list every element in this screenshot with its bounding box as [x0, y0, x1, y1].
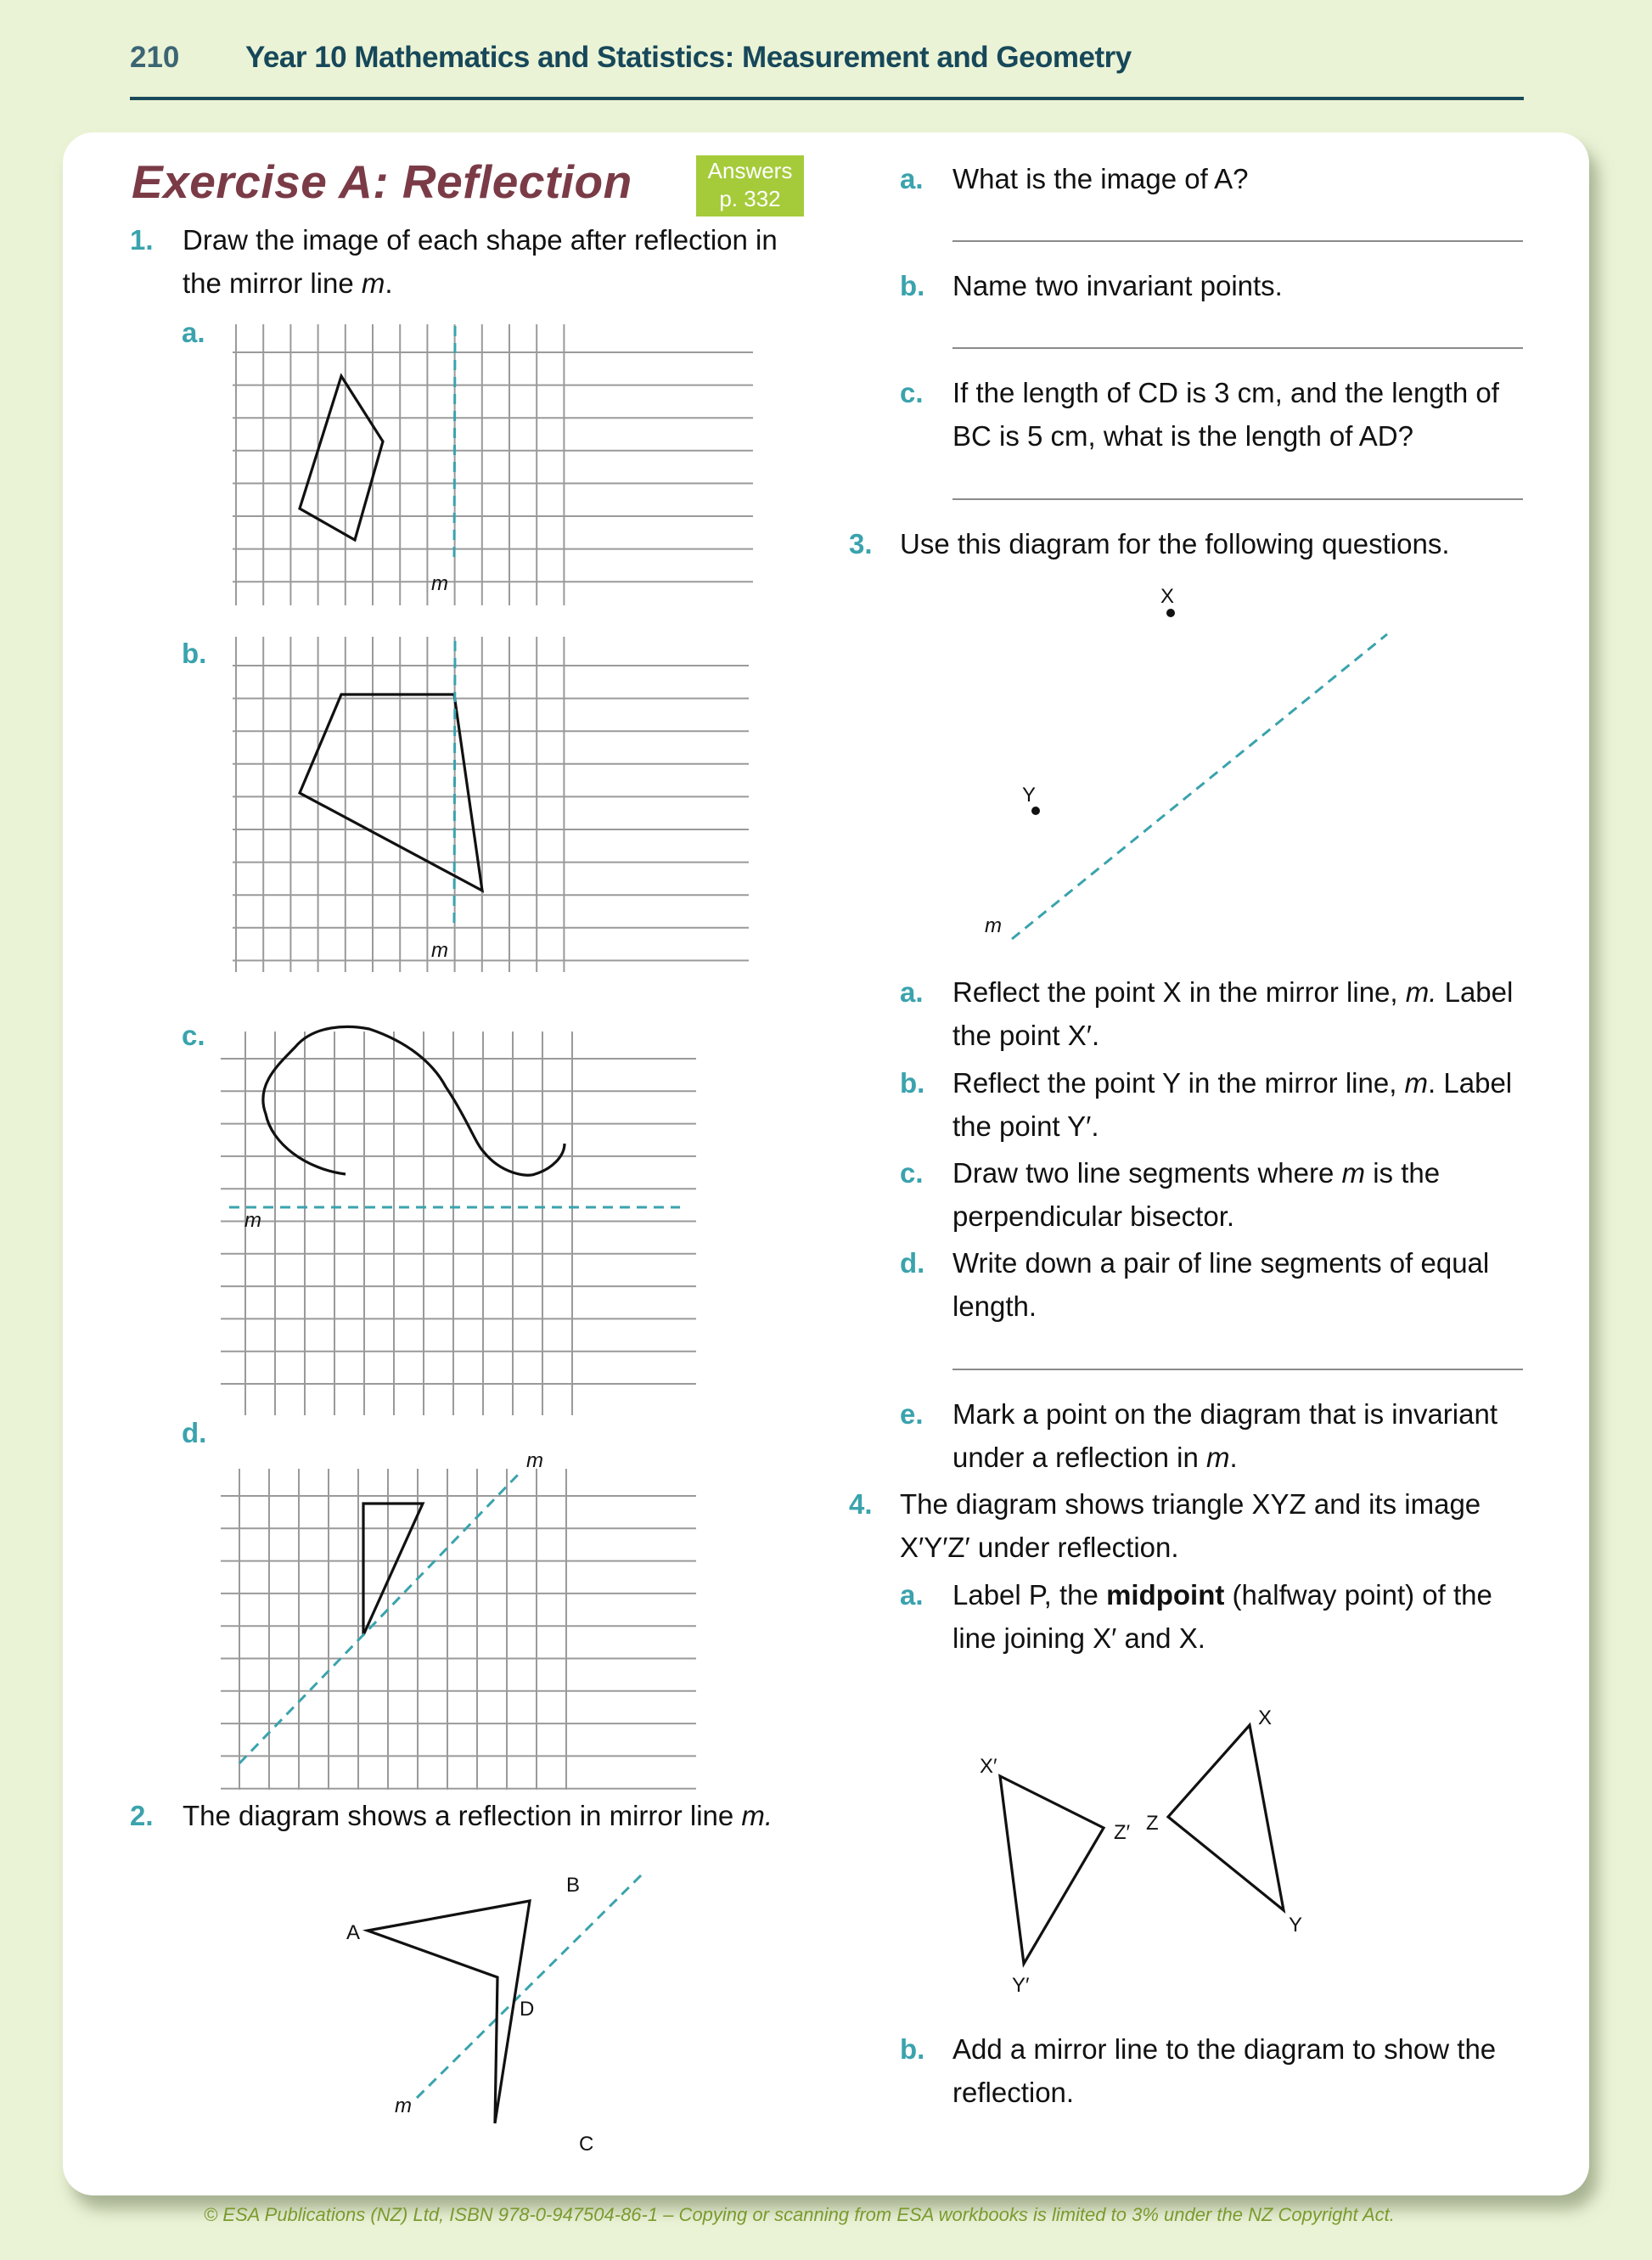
mirror-label: m: [395, 2094, 412, 2117]
part-label: c.: [900, 1157, 924, 1189]
text-fragment: the mirror line: [183, 267, 362, 299]
part-label: a.: [900, 163, 924, 194]
mirror-label: m: [431, 572, 448, 595]
part-label: b.: [182, 638, 207, 669]
grid-diagram-1a[interactable]: [214, 314, 749, 603]
grid-diagram-1b[interactable]: [214, 632, 749, 972]
question-text: The diagram shows triangle XYZ and its image: [900, 1488, 1481, 1520]
point-label-x: X: [1258, 1706, 1273, 1729]
point-label-z: Z: [1146, 1812, 1159, 1835]
text-fragment: Reflect the point X in the mirror line,: [952, 976, 1406, 1008]
part-label: a.: [900, 976, 924, 1008]
text-fragment: is the: [1365, 1157, 1441, 1189]
text-fragment: Reflect the point Y in the mirror line,: [952, 1067, 1405, 1099]
mirror-line: [1012, 634, 1387, 939]
part-text: Name two invariant points.: [952, 270, 1283, 301]
grid-lines: [233, 637, 749, 972]
part-text: line joining X′ and X.: [952, 1622, 1205, 1654]
part-label: e.: [900, 1398, 924, 1430]
part-label: b.: [900, 270, 925, 301]
part-text: perpendicular bisector.: [952, 1200, 1235, 1232]
reflection-diagram-q2[interactable]: [323, 1859, 679, 2182]
question-text: [183, 261, 393, 305]
part-label: c.: [182, 1020, 205, 1051]
mirror-variable: m: [1206, 1442, 1230, 1473]
part-label: b.: [900, 2033, 925, 2065]
mirror-line: [239, 1471, 521, 1763]
text-fragment: Label: [1436, 976, 1514, 1008]
part-label: a.: [900, 1579, 924, 1611]
mirror-variable: m.: [741, 1800, 773, 1831]
point-label-b: B: [566, 1874, 581, 1897]
part-text: What is the image of A?: [952, 163, 1249, 194]
exercise-title: Exercise A: Reflection: [132, 155, 632, 208]
part-text: length.: [952, 1290, 1037, 1322]
text-fragment: The diagram shows a reflection in mirror line: [183, 1800, 742, 1831]
question-number: 1.: [130, 224, 154, 256]
part-text: [952, 1436, 1238, 1479]
point-label-y-prime: Y′: [1012, 1974, 1030, 1997]
part-text: [952, 970, 1513, 1014]
text-fragment: under a reflection in: [952, 1442, 1207, 1473]
part-label: a.: [182, 317, 205, 348]
grid-lines: [221, 1032, 696, 1415]
point-label-d: D: [520, 1998, 535, 2021]
question-number: 4.: [849, 1488, 873, 1520]
page-number: 210: [130, 41, 180, 74]
bold-term: midpoint: [1106, 1579, 1225, 1611]
mirror-label: m: [244, 1209, 261, 1232]
part-text: If the length of CD is 3 cm, and the length of: [952, 377, 1499, 408]
answers-badge-label: Answers: [707, 158, 793, 183]
triangle-shape: [363, 1504, 423, 1635]
point-label-x: X: [1160, 585, 1175, 608]
quadrilateral-abcd: [368, 1901, 530, 2123]
question-text: Use this diagram for the following questions.: [900, 528, 1450, 559]
mirror-variable: m: [1341, 1157, 1366, 1189]
answer-line[interactable]: [952, 240, 1523, 242]
part-label: c.: [900, 377, 924, 408]
text-fragment: Label P, the: [952, 1579, 1107, 1611]
part-text: Mark a point on the diagram that is invariant: [952, 1398, 1498, 1430]
triangle-image-xyz-prime: [1000, 1776, 1104, 1964]
question-text: X′Y′Z′ under reflection.: [900, 1532, 1179, 1563]
point-label-y: Y: [1289, 1914, 1303, 1937]
answer-line[interactable]: [952, 347, 1523, 349]
point-label-y: Y: [1022, 784, 1037, 807]
reflection-diagram-q3[interactable]: [968, 577, 1409, 951]
part-text: [952, 1151, 1440, 1195]
mirror-label: m: [985, 914, 1002, 937]
point-label-z-prime: Z′: [1114, 1821, 1131, 1844]
part-label: d.: [182, 1417, 207, 1448]
question-text: [183, 1794, 773, 1837]
part-text: the point X′.: [952, 1020, 1100, 1051]
point-label-c: C: [579, 2133, 594, 2156]
mirror-variable: m: [1404, 1067, 1429, 1099]
grid-diagram-1c[interactable]: [221, 1016, 696, 1407]
grid-diagram-1d[interactable]: [221, 1435, 696, 1774]
grid-lines: [221, 1469, 696, 1790]
part-text: BC is 5 cm, what is the length of AD?: [952, 420, 1413, 452]
point-y-dot: [1031, 807, 1040, 815]
part-label: d.: [900, 1247, 925, 1279]
mirror-line: [454, 641, 455, 924]
question-number: 3.: [849, 528, 873, 559]
part-text: the point Y′.: [952, 1110, 1099, 1142]
reflection-diagram-q4[interactable]: [934, 1681, 1460, 2021]
point-x-dot: [1166, 609, 1175, 617]
part-label: b.: [900, 1067, 925, 1099]
curve-shape: [263, 1026, 565, 1175]
point-label-x-prime: X′: [980, 1755, 997, 1778]
text-fragment: . Label: [1428, 1067, 1513, 1099]
triangle-xyz: [1168, 1725, 1284, 1910]
book-title: Year 10 Mathematics and Statistics: Measurement and Geometry: [245, 41, 1132, 74]
question-text: Draw the image of each shape after reflection in: [183, 224, 778, 256]
part-text: Add a mirror line to the diagram to show the: [952, 2033, 1497, 2065]
mirror-variable: m: [361, 267, 385, 299]
question-number: 2.: [130, 1800, 154, 1831]
copyright-footer: © ESA Publications (NZ) Ltd, ISBN 978-0-947504-86-1 – Copying or scanning from ESA workbooks is limited to 3% under the NZ Copyright Act.: [204, 2204, 1395, 2225]
text-fragment: (halfway point) of the: [1224, 1579, 1492, 1611]
mirror-label: m: [431, 939, 448, 962]
text-fragment: Draw two line segments where: [952, 1157, 1342, 1189]
part-text: [952, 1061, 1512, 1105]
part-text: Write down a pair of line segments of equal: [952, 1247, 1490, 1279]
mirror-label: m: [526, 1449, 543, 1472]
answer-line[interactable]: [952, 1369, 1523, 1370]
part-text: reflection.: [952, 2077, 1075, 2108]
part-text: [952, 1573, 1492, 1616]
mirror-variable: m.: [1405, 976, 1437, 1008]
text-fragment: .: [1229, 1442, 1238, 1473]
point-label-a: A: [346, 1921, 361, 1944]
answers-badge[interactable]: [696, 155, 804, 216]
grid-lines: [233, 324, 753, 605]
page-header: [130, 37, 1524, 100]
answer-line[interactable]: [952, 498, 1523, 500]
text-fragment: .: [385, 267, 393, 299]
answers-badge-page: p. 332: [719, 186, 781, 211]
